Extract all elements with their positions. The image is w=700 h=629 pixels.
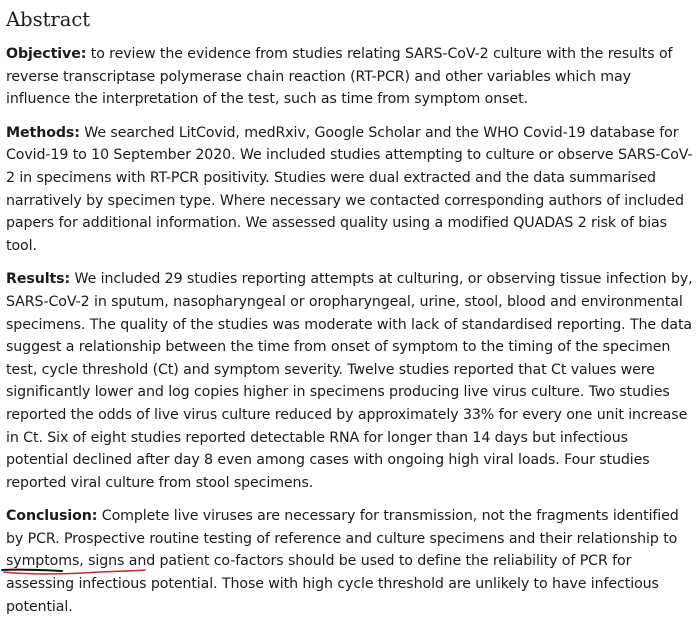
abstract-section <box>6 6 694 629</box>
methods-label: Methods: <box>6 124 80 141</box>
conclusion-paragraph <box>6 505 694 618</box>
results-paragraph <box>6 268 694 494</box>
results-label: Results: <box>6 271 71 288</box>
abstract-heading: Abstract <box>6 8 91 31</box>
methods-paragraph <box>6 122 694 258</box>
objective-label: Objective: <box>6 46 87 62</box>
results-text: We included 29 studies reporting attempts at culturing, or observing tissue infection by, SARS-CoV-2 in sputum, nasopharyngeal or oropharyngeal, urine, stool, blood and environmental specimens. The quality of the studies was moderate with lack of standardised reporting. The data suggest a relationship between the time from onset of symptom to the timing of the specimen test, cycle threshold (Ct) and symptom severity. Twelve studies reported that Ct values were significantly lower and log copies higher in specimens producing live virus culture. Two studies reported the odds of live virus culture reduced by approximately 33% for every one unit increase in Ct. Six of eight studies reported detectable RNA for longer than 14 days but infectious potential declined after day 8 even among cases with ongoing high viral loads. Four studies reported viral culture from stool specimens. <box>6 271 693 491</box>
conclusion-label: Conclusion: <box>6 508 98 525</box>
methods-text: We searched LitCovid, medRxiv, Google Scholar and the WHO Covid-19 database for Covid-19 to 10 September 2020. We included studies attempting to culture or observe SARS-CoV-2 in specimens with RT-PCR positivity. Studies were dual extracted and the data summarised narratively by specimen type. Where necessary we contacted corresponding authors of included papers for additional information. We assessed quality using a modified QUADAS 2 risk of bias tool. <box>6 124 693 254</box>
hand-drawn-underline <box>0 566 160 576</box>
underline-black-stroke <box>2 570 62 571</box>
conclusion-text: Complete live viruses are necessary for transmission, not the fragments identified by PCR. Prospective routine testing of reference and culture specimens and their relationship to symptoms, signs and patient co-factors should be used to define the reliability of PCR for assessing infectious potential. Those with high cycle threshold are unlikely to have infectious potential. <box>6 508 679 615</box>
objective-text: to review the evidence from studies relating SARS-CoV-2 culture with the results of reverse transcriptase polymerase chain reaction (RT-PCR) and other variables which may influence the interpretation of the test, such as time from symptom onset. <box>6 46 673 108</box>
objective-paragraph <box>6 43 694 111</box>
